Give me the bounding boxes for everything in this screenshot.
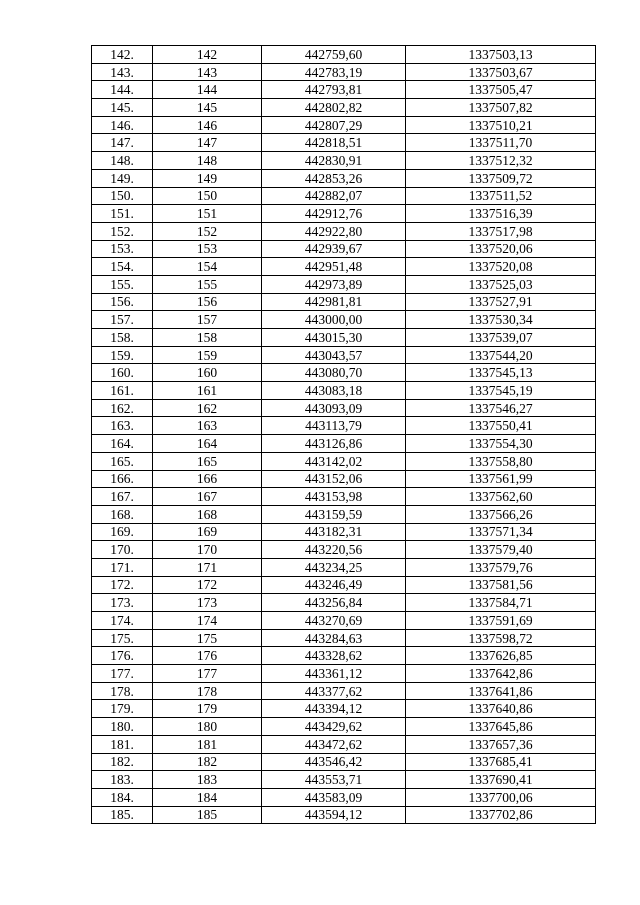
- x-coordinate-cell: 442853,26: [262, 169, 406, 187]
- point-number-cell: 172: [153, 576, 262, 594]
- coordinates-table: [91, 45, 596, 824]
- point-number-cell: 166: [153, 470, 262, 488]
- row-number-cell: 153.: [92, 240, 153, 258]
- table-row: [92, 470, 596, 488]
- point-number-cell: 171: [153, 558, 262, 576]
- point-number-cell: 153: [153, 240, 262, 258]
- row-number-cell: 156.: [92, 293, 153, 311]
- row-number-cell: 172.: [92, 576, 153, 594]
- row-number-cell: 171.: [92, 558, 153, 576]
- y-coordinate-cell: 1337584,71: [406, 594, 596, 612]
- x-coordinate-cell: 443152,06: [262, 470, 406, 488]
- y-coordinate-cell: 1337520,06: [406, 240, 596, 258]
- y-coordinate-cell: 1337561,99: [406, 470, 596, 488]
- x-coordinate-cell: 443377,62: [262, 682, 406, 700]
- table-row: [92, 771, 596, 789]
- table-row: [92, 81, 596, 99]
- y-coordinate-cell: 1337657,36: [406, 735, 596, 753]
- point-number-cell: 158: [153, 329, 262, 347]
- point-number-cell: 142: [153, 46, 262, 64]
- point-number-cell: 173: [153, 594, 262, 612]
- y-coordinate-cell: 1337579,76: [406, 558, 596, 576]
- x-coordinate-cell: 443093,09: [262, 399, 406, 417]
- table-row: [92, 63, 596, 81]
- point-number-cell: 148: [153, 152, 262, 170]
- x-coordinate-cell: 443594,12: [262, 806, 406, 824]
- table-row: [92, 240, 596, 258]
- y-coordinate-cell: 1337626,85: [406, 647, 596, 665]
- y-coordinate-cell: 1337520,08: [406, 258, 596, 276]
- point-number-cell: 160: [153, 364, 262, 382]
- row-number-cell: 154.: [92, 258, 153, 276]
- row-number-cell: 185.: [92, 806, 153, 824]
- row-number-cell: 145.: [92, 99, 153, 117]
- point-number-cell: 144: [153, 81, 262, 99]
- point-number-cell: 146: [153, 116, 262, 134]
- x-coordinate-cell: 443080,70: [262, 364, 406, 382]
- row-number-cell: 174.: [92, 612, 153, 630]
- x-coordinate-cell: 442830,91: [262, 152, 406, 170]
- x-coordinate-cell: 442783,19: [262, 63, 406, 81]
- table-row: [92, 558, 596, 576]
- y-coordinate-cell: 1337690,41: [406, 771, 596, 789]
- x-coordinate-cell: 443182,31: [262, 523, 406, 541]
- y-coordinate-cell: 1337503,13: [406, 46, 596, 64]
- table-row: [92, 258, 596, 276]
- table-row: [92, 187, 596, 205]
- x-coordinate-cell: 443284,63: [262, 629, 406, 647]
- row-number-cell: 149.: [92, 169, 153, 187]
- x-coordinate-cell: 443000,00: [262, 311, 406, 329]
- y-coordinate-cell: 1337539,07: [406, 329, 596, 347]
- x-coordinate-cell: 442922,80: [262, 222, 406, 240]
- table-row: [92, 788, 596, 806]
- coordinates-table-body: [92, 46, 596, 824]
- x-coordinate-cell: 443113,79: [262, 417, 406, 435]
- y-coordinate-cell: 1337579,40: [406, 541, 596, 559]
- x-coordinate-cell: 443246,49: [262, 576, 406, 594]
- row-number-cell: 161.: [92, 382, 153, 400]
- row-number-cell: 146.: [92, 116, 153, 134]
- row-number-cell: 159.: [92, 346, 153, 364]
- point-number-cell: 182: [153, 753, 262, 771]
- x-coordinate-cell: 443546,42: [262, 753, 406, 771]
- point-number-cell: 180: [153, 718, 262, 736]
- point-number-cell: 155: [153, 275, 262, 293]
- point-number-cell: 163: [153, 417, 262, 435]
- y-coordinate-cell: 1337641,86: [406, 682, 596, 700]
- y-coordinate-cell: 1337558,80: [406, 452, 596, 470]
- table-row: [92, 735, 596, 753]
- x-coordinate-cell: 443553,71: [262, 771, 406, 789]
- x-coordinate-cell: 442981,81: [262, 293, 406, 311]
- row-number-cell: 183.: [92, 771, 153, 789]
- table-row: [92, 700, 596, 718]
- x-coordinate-cell: 443256,84: [262, 594, 406, 612]
- x-coordinate-cell: 443220,56: [262, 541, 406, 559]
- x-coordinate-cell: 443142,02: [262, 452, 406, 470]
- x-coordinate-cell: 443394,12: [262, 700, 406, 718]
- table-row: [92, 629, 596, 647]
- row-number-cell: 144.: [92, 81, 153, 99]
- x-coordinate-cell: 443328,62: [262, 647, 406, 665]
- row-number-cell: 143.: [92, 63, 153, 81]
- row-number-cell: 170.: [92, 541, 153, 559]
- point-number-cell: 151: [153, 205, 262, 223]
- y-coordinate-cell: 1337511,70: [406, 134, 596, 152]
- x-coordinate-cell: 443472,62: [262, 735, 406, 753]
- row-number-cell: 177.: [92, 665, 153, 683]
- x-coordinate-cell: 443015,30: [262, 329, 406, 347]
- y-coordinate-cell: 1337503,67: [406, 63, 596, 81]
- y-coordinate-cell: 1337512,32: [406, 152, 596, 170]
- x-coordinate-cell: 443429,62: [262, 718, 406, 736]
- point-number-cell: 161: [153, 382, 262, 400]
- y-coordinate-cell: 1337505,47: [406, 81, 596, 99]
- y-coordinate-cell: 1337525,03: [406, 275, 596, 293]
- table-row: [92, 488, 596, 506]
- table-row: [92, 665, 596, 683]
- table-row: [92, 275, 596, 293]
- x-coordinate-cell: 443153,98: [262, 488, 406, 506]
- table-row: [92, 417, 596, 435]
- row-number-cell: 163.: [92, 417, 153, 435]
- y-coordinate-cell: 1337527,91: [406, 293, 596, 311]
- y-coordinate-cell: 1337640,86: [406, 700, 596, 718]
- row-number-cell: 184.: [92, 788, 153, 806]
- point-number-cell: 175: [153, 629, 262, 647]
- point-number-cell: 179: [153, 700, 262, 718]
- x-coordinate-cell: 443159,59: [262, 505, 406, 523]
- table-row: [92, 346, 596, 364]
- x-coordinate-cell: 442759,60: [262, 46, 406, 64]
- point-number-cell: 154: [153, 258, 262, 276]
- y-coordinate-cell: 1337598,72: [406, 629, 596, 647]
- table-row: [92, 806, 596, 824]
- row-number-cell: 150.: [92, 187, 153, 205]
- point-number-cell: 181: [153, 735, 262, 753]
- row-number-cell: 158.: [92, 329, 153, 347]
- x-coordinate-cell: 442882,07: [262, 187, 406, 205]
- point-number-cell: 169: [153, 523, 262, 541]
- table-row: [92, 647, 596, 665]
- table-row: [92, 222, 596, 240]
- row-number-cell: 151.: [92, 205, 153, 223]
- row-number-cell: 165.: [92, 452, 153, 470]
- y-coordinate-cell: 1337581,56: [406, 576, 596, 594]
- row-number-cell: 142.: [92, 46, 153, 64]
- y-coordinate-cell: 1337702,86: [406, 806, 596, 824]
- y-coordinate-cell: 1337700,06: [406, 788, 596, 806]
- x-coordinate-cell: 442802,82: [262, 99, 406, 117]
- table-row: [92, 576, 596, 594]
- point-number-cell: 184: [153, 788, 262, 806]
- y-coordinate-cell: 1337566,26: [406, 505, 596, 523]
- row-number-cell: 168.: [92, 505, 153, 523]
- point-number-cell: 143: [153, 63, 262, 81]
- y-coordinate-cell: 1337645,86: [406, 718, 596, 736]
- table-row: [92, 612, 596, 630]
- y-coordinate-cell: 1337530,34: [406, 311, 596, 329]
- table-row: [92, 718, 596, 736]
- y-coordinate-cell: 1337591,69: [406, 612, 596, 630]
- y-coordinate-cell: 1337550,41: [406, 417, 596, 435]
- y-coordinate-cell: 1337562,60: [406, 488, 596, 506]
- row-number-cell: 175.: [92, 629, 153, 647]
- row-number-cell: 167.: [92, 488, 153, 506]
- table-row: [92, 523, 596, 541]
- table-row: [92, 364, 596, 382]
- table-row: [92, 541, 596, 559]
- table-row: [92, 205, 596, 223]
- point-number-cell: 176: [153, 647, 262, 665]
- row-number-cell: 173.: [92, 594, 153, 612]
- table-row: [92, 505, 596, 523]
- row-number-cell: 148.: [92, 152, 153, 170]
- table-row: [92, 452, 596, 470]
- point-number-cell: 185: [153, 806, 262, 824]
- x-coordinate-cell: 442973,89: [262, 275, 406, 293]
- row-number-cell: 147.: [92, 134, 153, 152]
- x-coordinate-cell: 443234,25: [262, 558, 406, 576]
- table-row: [92, 134, 596, 152]
- point-number-cell: 159: [153, 346, 262, 364]
- x-coordinate-cell: 442939,67: [262, 240, 406, 258]
- row-number-cell: 157.: [92, 311, 153, 329]
- x-coordinate-cell: 442951,48: [262, 258, 406, 276]
- y-coordinate-cell: 1337685,41: [406, 753, 596, 771]
- x-coordinate-cell: 443270,69: [262, 612, 406, 630]
- x-coordinate-cell: 443043,57: [262, 346, 406, 364]
- row-number-cell: 179.: [92, 700, 153, 718]
- x-coordinate-cell: 443083,18: [262, 382, 406, 400]
- table-row: [92, 293, 596, 311]
- table-row: [92, 682, 596, 700]
- y-coordinate-cell: 1337642,86: [406, 665, 596, 683]
- y-coordinate-cell: 1337511,52: [406, 187, 596, 205]
- table-row: [92, 116, 596, 134]
- table-row: [92, 152, 596, 170]
- x-coordinate-cell: 443126,86: [262, 435, 406, 453]
- point-number-cell: 150: [153, 187, 262, 205]
- y-coordinate-cell: 1337510,21: [406, 116, 596, 134]
- point-number-cell: 177: [153, 665, 262, 683]
- row-number-cell: 152.: [92, 222, 153, 240]
- point-number-cell: 183: [153, 771, 262, 789]
- table-row: [92, 382, 596, 400]
- table-row: [92, 329, 596, 347]
- x-coordinate-cell: 443361,12: [262, 665, 406, 683]
- table-row: [92, 435, 596, 453]
- y-coordinate-cell: 1337545,19: [406, 382, 596, 400]
- y-coordinate-cell: 1337545,13: [406, 364, 596, 382]
- row-number-cell: 180.: [92, 718, 153, 736]
- point-number-cell: 165: [153, 452, 262, 470]
- row-number-cell: 155.: [92, 275, 153, 293]
- point-number-cell: 149: [153, 169, 262, 187]
- row-number-cell: 160.: [92, 364, 153, 382]
- row-number-cell: 182.: [92, 753, 153, 771]
- table-row: [92, 594, 596, 612]
- row-number-cell: 162.: [92, 399, 153, 417]
- row-number-cell: 169.: [92, 523, 153, 541]
- row-number-cell: 166.: [92, 470, 153, 488]
- table-row: [92, 399, 596, 417]
- point-number-cell: 167: [153, 488, 262, 506]
- point-number-cell: 178: [153, 682, 262, 700]
- point-number-cell: 157: [153, 311, 262, 329]
- y-coordinate-cell: 1337509,72: [406, 169, 596, 187]
- point-number-cell: 170: [153, 541, 262, 559]
- x-coordinate-cell: 443583,09: [262, 788, 406, 806]
- y-coordinate-cell: 1337517,98: [406, 222, 596, 240]
- row-number-cell: 178.: [92, 682, 153, 700]
- table-row: [92, 99, 596, 117]
- y-coordinate-cell: 1337507,82: [406, 99, 596, 117]
- y-coordinate-cell: 1337546,27: [406, 399, 596, 417]
- y-coordinate-cell: 1337554,30: [406, 435, 596, 453]
- x-coordinate-cell: 442818,51: [262, 134, 406, 152]
- table-row: [92, 169, 596, 187]
- point-number-cell: 168: [153, 505, 262, 523]
- table-row: [92, 753, 596, 771]
- point-number-cell: 145: [153, 99, 262, 117]
- x-coordinate-cell: 442793,81: [262, 81, 406, 99]
- point-number-cell: 164: [153, 435, 262, 453]
- x-coordinate-cell: 442912,76: [262, 205, 406, 223]
- table-row: [92, 46, 596, 64]
- row-number-cell: 176.: [92, 647, 153, 665]
- point-number-cell: 162: [153, 399, 262, 417]
- y-coordinate-cell: 1337544,20: [406, 346, 596, 364]
- y-coordinate-cell: 1337516,39: [406, 205, 596, 223]
- row-number-cell: 181.: [92, 735, 153, 753]
- x-coordinate-cell: 442807,29: [262, 116, 406, 134]
- table-row: [92, 311, 596, 329]
- point-number-cell: 156: [153, 293, 262, 311]
- point-number-cell: 152: [153, 222, 262, 240]
- point-number-cell: 174: [153, 612, 262, 630]
- y-coordinate-cell: 1337571,34: [406, 523, 596, 541]
- point-number-cell: 147: [153, 134, 262, 152]
- row-number-cell: 164.: [92, 435, 153, 453]
